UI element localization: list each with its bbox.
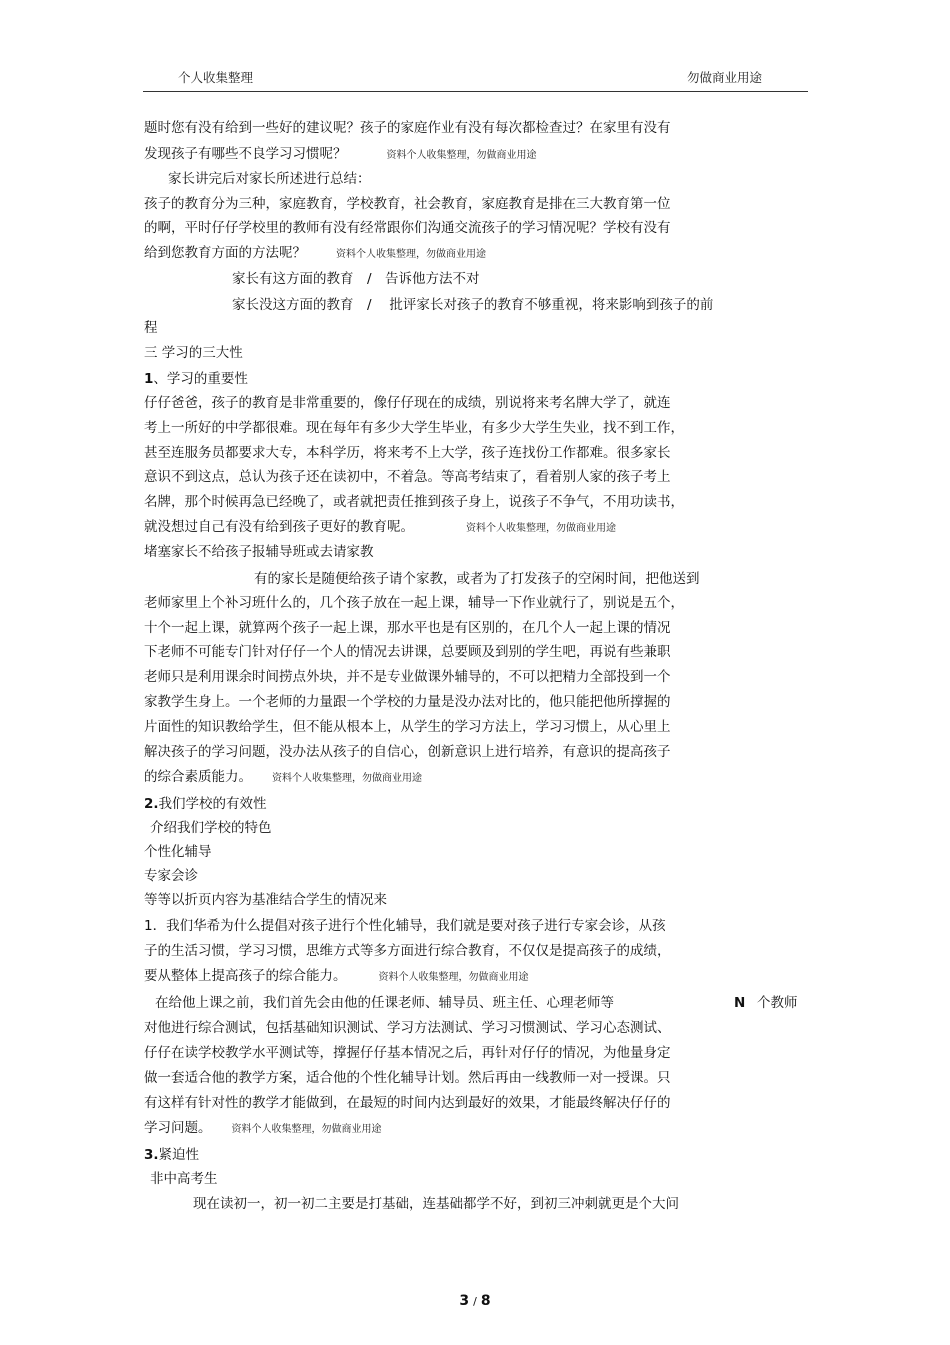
text-line: 专家会诊 [144, 868, 198, 884]
watermark-note: 资料个人收集整理，勿做商业用途 [336, 249, 486, 260]
text-line: 在给他上课之前，我们首先会由他的任课老师、辅导员、班主任、心理老师等 [155, 995, 614, 1011]
subsection-heading: 1、学习的重要性 [144, 371, 248, 387]
text-line: 题时您有没有给到一些好的建议呢？孩子的家庭作业有没有每次都检查过？在家里有没有 [144, 120, 671, 136]
watermark-note: 资料个人收集整理，勿做商业用途 [466, 523, 616, 534]
text-line: 家长讲完后对家长所述进行总结： [168, 171, 371, 187]
text-line: 家长有这方面的教育 / 告诉他方法不对 [232, 271, 480, 287]
text-line: 老师只是利用课余时间捞点外块，并不是专业做课外辅导的，不可以把精力全部投到一个 [144, 669, 671, 685]
text-line: 名牌，那个时候再急已经晚了，或者就把责任推到孩子身上，说孩子不争气，不用功读书， [144, 494, 684, 510]
text-line: 个性化辅导 [144, 844, 212, 860]
text-line: 十个一起上课，就算两个孩子一起上课，那水平也是有区别的，在几个人一起上课的情况 [144, 620, 671, 636]
text-line: 现在读初一，初一初二主要是打基础，连基础都学不好，到初三冲刺就更是个大问 [193, 1196, 679, 1212]
subsection-heading: 2.我们学校的有效性 [144, 796, 267, 812]
text-line: 仔仔在读学校教学水平测试等，撑握仔仔基本情况之后，再针对仔仔的情况，为他量身定 [144, 1045, 671, 1061]
watermark-note: 资料个人收集整理，勿做商业用途 [378, 972, 529, 983]
watermark-note: 资料个人收集整理，勿做商业用途 [231, 1124, 382, 1135]
text-line: 家长没这方面的教育 / 批评家长对孩子的教育不够重视，将来影响到孩子的前 [232, 297, 714, 313]
text-fragment: N [734, 995, 746, 1011]
text-fragment: 个教师 [757, 995, 798, 1011]
watermark-note: 资料个人收集整理，勿做商业用途 [386, 150, 537, 161]
text-line: 片面性的知识教给学生，但不能从根本上，从学生的学习方法上，学习习惯上，从心里上 [144, 719, 671, 735]
text-line: 有这样有针对性的教学才能做到，在最短的时间内达到最好的效果，才能最终解决仔仔的 [144, 1095, 671, 1111]
text-line: 有的家长是随便给孩子请个家教，或者为了打发孩子的空闲时间，把他送到 [254, 571, 700, 587]
text-line: 堵塞家长不给孩子报辅导班或去请家教 [144, 544, 374, 560]
text-line: 等等以折页内容为基准结合学生的情况来 [144, 892, 387, 908]
text-line: 子的生活习惯，学习习惯，思维方式等多方面进行综合教育，不仅仅是提高孩子的成绩， [144, 943, 671, 959]
header-right: 勿做商业用途 [687, 70, 763, 85]
text-line: 1．我们华希为什么提倡对孩子进行个性化辅导，我们就是要对孩子进行专家会诊，从孩 [144, 918, 666, 934]
text-line: 做一套适合他的教学方案，适合他的个性化辅导计划。然后再由一线教师一对一授课。只 [144, 1070, 671, 1086]
text-line: 给到您教育方面的方法呢？ 资料个人收集整理，勿做商业用途 [144, 245, 486, 261]
page-number: 3 / 8 [459, 1293, 491, 1309]
text-line: 的综合素质能力。 资料个人收集整理，勿做商业用途 [144, 769, 422, 785]
text-line: 就没想过自己有没有给到孩子更好的教育呢。 资料个人收集整理，勿做商业用途 [144, 519, 616, 535]
text-line: 家教学生身上。一个老师的力量跟一个学校的力量是没办法对比的，他只能把他所撑握的 [144, 694, 671, 710]
header-left: 个人收集整理 [178, 70, 254, 85]
text-line: 介绍我们学校的特色 [150, 820, 272, 836]
text-line: 对他进行综合测试，包括基础知识测试、学习方法测试、学习习惯测试、学习心态测试、 [144, 1020, 671, 1036]
text-line: 甚至连服务员都要求大专，本科学历，将来考不上大学，孩子连找份工作都难。很多家长 [144, 445, 671, 461]
text-line: 仔仔爸爸，孩子的教育是非常重要的，像仔仔现在的成绩，别说将来考名牌大学了，就连 [144, 395, 671, 411]
text-line: 意识不到这点，总认为孩子还在读初中，不着急。等高考结束了，看着别人家的孩子考上 [144, 469, 671, 485]
text-line: 考上一所好的中学都很难。现在每年有多少大学生毕业，有多少大学生失业，找不到工作， [144, 420, 684, 436]
text-line: 非中高考生 [150, 1171, 218, 1187]
header-rule [143, 91, 808, 92]
text-line: 孩子的教育分为三种，家庭教育，学校教育，社会教育，家庭教育是排在三大教育第一位 [144, 196, 671, 212]
text-line: 的啊，平时仔仔学校里的教师有没有经常跟你们沟通交流孩子的学习情况呢？学校有没有 [144, 220, 671, 236]
text-line: 下老师不可能专门针对仔仔一个人的情况去讲课，总要顾及到别的学生吧，再说有些兼职 [144, 644, 671, 660]
subsection-heading: 3.紧迫性 [144, 1147, 200, 1163]
text-line: 要从整体上提高孩子的综合能力。 资料个人收集整理，勿做商业用途 [144, 968, 529, 984]
text-line: 发现孩子有哪些不良学习习惯呢？ 资料个人收集整理，勿做商业用途 [144, 146, 537, 162]
text-line: 解决孩子的学习问题，没办法从孩子的自信心，创新意识上进行培养，有意识的提高孩子 [144, 744, 671, 760]
text-line: 老师家里上个补习班什么的，几个孩子放在一起上课，辅导一下作业就行了，别说是五个， [144, 595, 684, 611]
section-heading: 三 学习的三大性 [144, 345, 243, 361]
watermark-note: 资料个人收集整理，勿做商业用途 [272, 773, 422, 784]
text-line: 程 [144, 320, 158, 336]
text-line: 学习问题。 资料个人收集整理，勿做商业用途 [144, 1120, 382, 1136]
